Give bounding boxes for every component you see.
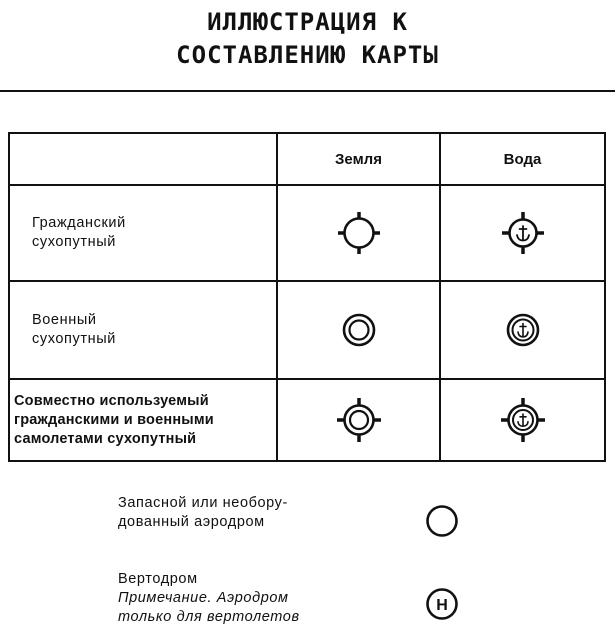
legend-emergency-text (118, 494, 288, 532)
header-empty (9, 133, 277, 185)
anchor-icon (518, 324, 528, 337)
cell-joint-water (440, 379, 605, 461)
cell-military-water (440, 281, 605, 379)
cell-civil-land (277, 185, 440, 281)
heliport-letter: H (436, 597, 448, 614)
legend-line: Запасной или необору- (118, 495, 288, 511)
table-row (9, 379, 605, 461)
row-label-line: сухопутный (32, 331, 116, 347)
title-divider (0, 90, 615, 92)
page-title-line-1: ИЛЛЮСТРАЦИЯ К (207, 8, 408, 36)
cell-military-land (277, 281, 440, 379)
row-label-line: Военный (32, 312, 97, 328)
row-label-joint (9, 379, 277, 461)
row-label-line: самолетами сухопутный (14, 430, 197, 447)
legend-note-line: только для вертолетов (118, 609, 300, 625)
heliport-icon (424, 586, 460, 622)
row-label-civil (9, 185, 277, 281)
header-water: Вода (440, 133, 605, 185)
table-header-row (9, 133, 605, 185)
anchor-icon (518, 414, 528, 426)
joint-aerodrome-land-icon (335, 396, 383, 444)
joint-aerodrome-water-icon (499, 396, 547, 444)
legend-heliport-text (118, 570, 300, 627)
legend-line: дованный аэродром (118, 514, 265, 530)
legend-note-line: Примечание. Аэродром (118, 590, 289, 606)
anchor-icon (517, 226, 529, 241)
row-label-line: сухопутный (32, 234, 116, 250)
page-title-line-2: СОСТАВЛЕНИЮ КАРТЫ (176, 41, 439, 69)
row-label-line: Совместно используемый (14, 392, 209, 409)
row-label-line: гражданскими и военными (14, 411, 214, 428)
page-title (0, 6, 615, 72)
row-label-line: Гражданский (32, 215, 126, 231)
row-label-military (9, 281, 277, 379)
legend-line: Вертодром (118, 571, 198, 587)
cell-joint-land (277, 379, 440, 461)
header-land: Земля (277, 133, 440, 185)
military-aerodrome-water-icon (500, 307, 546, 353)
table-row (9, 185, 605, 281)
aerodrome-symbols-table (8, 132, 606, 462)
military-aerodrome-land-icon (336, 307, 382, 353)
civil-aerodrome-land-icon (336, 210, 382, 256)
table-row (9, 281, 605, 379)
emergency-aerodrome-icon (424, 503, 460, 539)
cell-civil-water (440, 185, 605, 281)
civil-aerodrome-water-icon (500, 210, 546, 256)
